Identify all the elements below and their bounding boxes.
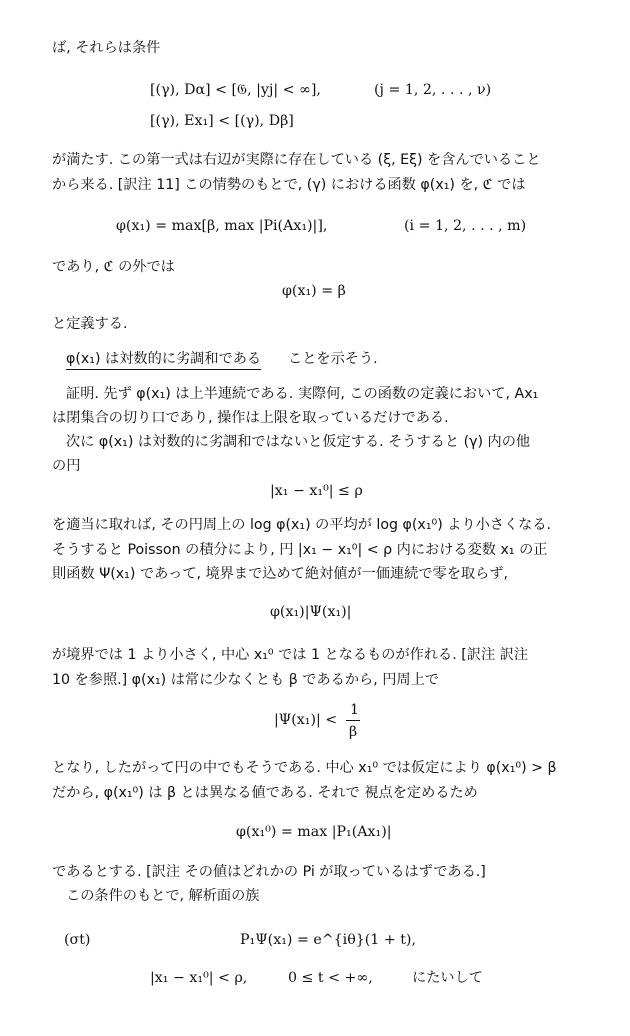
formula-line: P₁Ψ(x₁) = e^{iθ}(1 + t), — [240, 932, 416, 948]
text-line: を適当に取れば, その円周上の log φ(x₁) の平均が log φ(x₁⁰) より小さくなる. — [52, 517, 552, 533]
text-line: と定義する. — [52, 316, 128, 332]
text-line: だから, φ(x₁⁰) は β とは異なる値である. それで 視点を定めるため — [52, 785, 478, 801]
text-line: ば, それらは条件 — [52, 40, 161, 56]
text-line: φ(x₁) は対数的に劣調和である — [66, 351, 262, 367]
formula-line: (j = 1, 2, . . . , ν) — [374, 82, 492, 98]
formula-line: φ(x₁) = max[β, max |Pi(Ax₁)|], — [116, 218, 328, 234]
formula-line: φ(x₁) = β — [282, 283, 346, 299]
text-line: にたいして — [412, 970, 483, 986]
text-line: 10 を参照.] φ(x₁) は常に少なくとも β であるから, 円周上で — [52, 672, 439, 688]
text-line: の円 — [52, 458, 81, 474]
text-line: であり, ℭ の外では — [52, 259, 175, 275]
text-line: から来る. [訳注 11] この情勢のもとで, (γ) における函数 φ(x₁) を, ℭ では — [52, 177, 526, 193]
formula-line: 0 ≤ t < +∞, — [288, 970, 373, 986]
text-line: であるとする. [訳注 その値はどれかの Pi が取っているはずである.] — [52, 864, 486, 880]
formula-line: (i = 1, 2, . . . , m) — [404, 218, 527, 234]
text-line: が境界では 1 より小さく, 中心 x₁⁰ では 1 となるものが作れる. [訳注 訳注 — [52, 647, 529, 663]
formula-line: φ(x₁⁰) = max |P₁(Ax₁)| — [236, 824, 392, 840]
formula-line: (σt) — [64, 932, 91, 948]
text-line: は閉集合の切り口であり, 操作は上限を取っているだけである. — [52, 410, 449, 426]
formula-line: β — [349, 724, 358, 740]
text-line: が満たす. この第一式は右辺が実際に存在している (ξ, Eξ) を含んでいること — [52, 152, 541, 168]
formula-line: |x₁ − x₁⁰| < ρ, — [150, 970, 248, 986]
text-line: そうすると Poisson の積分により, 円 |x₁ − x₁⁰| < ρ 内における変数 x₁ の正 — [52, 542, 548, 558]
formula-line: [(γ), Dα] < [𝔊, |yj| < ∞], — [150, 82, 321, 98]
text-line: となり, したがって円の中でもそうである. 中心 x₁⁰ では仮定により φ(x₁⁰) > β — [52, 760, 557, 776]
fraction-bar — [346, 720, 360, 721]
text-line: 則函数 Ψ(x₁) であって, 境界まで込めて絶対値が一価連続で零を取らず, — [52, 566, 508, 582]
text-line: ことを示そう. — [288, 351, 378, 367]
formula-line: |x₁ − x₁⁰| ≤ ρ — [270, 483, 363, 499]
text-line: 証明. 先ず φ(x₁) は上半連続である. 実際何, この函数の定義において, Ax₁ — [66, 386, 539, 402]
text-line: この条件のもとで, 解析面の族 — [66, 888, 260, 904]
text-line: 次に φ(x₁) は対数的に劣調和ではないと仮定する. そうすると (γ) 内の他 — [66, 434, 531, 450]
formula-line: [(γ), Ex₁] < [(γ), Dβ] — [150, 113, 294, 129]
formula-line: |Ψ(x₁)| < — [274, 712, 338, 728]
formula-line: 1 — [350, 702, 360, 718]
formula-line: φ(x₁)|Ψ(x₁)| — [270, 604, 352, 620]
